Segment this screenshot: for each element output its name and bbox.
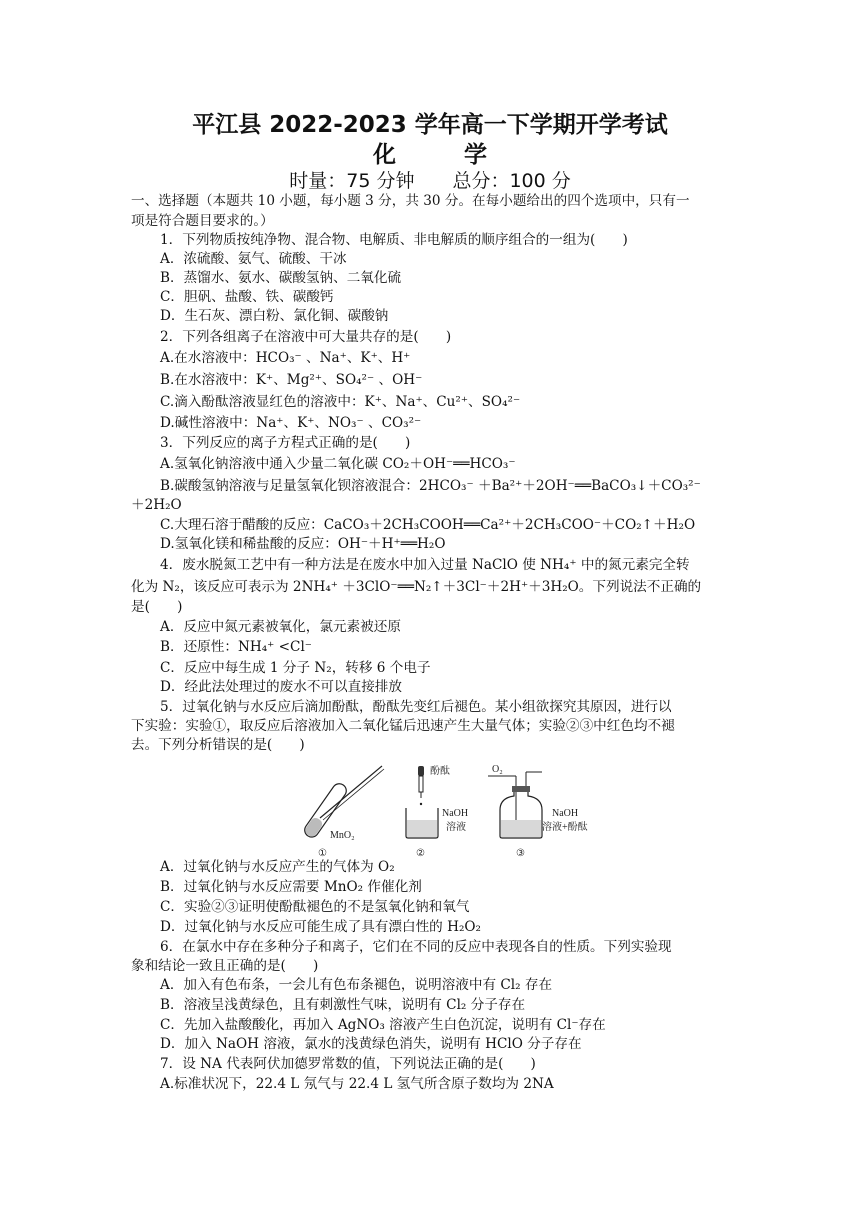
section-heading-cont: 项是符合题目要求的。） [131, 213, 274, 229]
option: D．生石灰、漂白粉、氯化铜、碳酸钠 [160, 308, 389, 324]
question-stem-cont: 是( ) [131, 599, 183, 615]
question-stem-cont: 象和结论一致且正确的是( ) [131, 958, 319, 974]
question-stem: 5．过氧化钠与水反应后滴加酚酞，酚酞先变红后褪色。某小组欲探究其原因，进行以 [160, 699, 672, 715]
option: B.碳酸氢钠溶液与足量氢氧化钡溶液混合：2HCO₃⁻ ＋Ba²⁺＋2OH⁻══BaCO₃↓＋CO₃²⁻ [160, 478, 701, 494]
option: A．反应中氮元素被氧化，氯元素被还原 [160, 619, 401, 635]
option: D．加入 NaOH 溶液，氯水的浅黄绿色消失，说明有 HClO 分子存在 [160, 1036, 582, 1052]
option: D.氢氧化镁和稀盐酸的反应：OH⁻＋H⁺══H₂O [160, 536, 446, 552]
option: C.滴入酚酞溶液显红色的溶液中：K⁺、Na⁺、Cu²⁺、SO₄²⁻ [160, 394, 521, 410]
option: C.大理石溶于醋酸的反应：CaCO₃＋2CH₃COOH══Ca²⁺＋2CH₃COO⁻＋CO₂↑＋H₂O [160, 517, 696, 533]
gas-bottle-apparatus [488, 764, 588, 859]
option: A.在水溶液中：HCO₃⁻ 、Na⁺、K⁺、H⁺ [160, 350, 411, 366]
question-stem: 3．下列反应的离子方程式正确的是( ) [160, 435, 411, 451]
label-n1: ① [318, 848, 327, 859]
label-naoh-1: NaOH [442, 808, 469, 819]
question-stem: 1．下列物质按纯净物、混合物、电解质、非电解质的顺序组合的一组为( ) [160, 232, 628, 248]
question-stem: 6．在氯水中存在多种分子和离子，它们在不同的反应中表现各自的性质。下列实验现 [160, 939, 672, 955]
label-n3: ③ [516, 848, 525, 859]
label-solution-2: 溶液+酚酞 [542, 822, 588, 833]
label-naoh-2: NaOH [552, 808, 579, 819]
label-n2: ② [416, 848, 425, 859]
option: A．浓硫酸、氨气、硫酸、干冰 [160, 251, 347, 267]
option: D.碱性溶液中：Na⁺、K⁺、NO₃⁻ 、CO₃²⁻ [160, 415, 422, 431]
option: A.氢氧化钠溶液中通入少量二氧化碳 CO₂＋OH⁻══HCO₃⁻ [160, 456, 516, 472]
label-mno2: MnO₂ [330, 830, 355, 841]
exam-title: 平江县 2022-2023 学年高一下学期开学考试 [192, 112, 668, 138]
option: A．过氧化钠与水反应产生的气体为 O₂ [160, 859, 395, 875]
question-stem: 7．设 NA 代表阿伏加德罗常数的值，下列说法正确的是( ) [160, 1056, 536, 1072]
experiment-figure [290, 760, 610, 864]
option: D．过氧化钠与水反应可能生成了具有漂白性的 H₂O₂ [160, 919, 481, 935]
question-stem-cont: 化为 N₂，该反应可表示为 2NH₄⁺ ＋3ClO⁻══N₂↑＋3Cl⁻＋2H⁺＋3H₂O。下列说法不正确的 [131, 579, 702, 595]
subject-title: 化 学 [372, 142, 517, 168]
option: B．溶液呈浅黄绿色，且有刺激性气味，说明有 Cl₂ 分子存在 [160, 997, 526, 1013]
option: D．经此法处理过的废水不可以直接排放 [160, 679, 402, 695]
option: C．实验②③证明使酚酞褪色的不是氢氧化钠和氧气 [160, 899, 470, 915]
option: C．先加入盐酸酸化，再加入 AgNO₃ 溶液产生白色沉淀，说明有 Cl⁻存在 [160, 1017, 606, 1033]
option: C．胆矾、盐酸、铁、碳酸钙 [160, 289, 334, 305]
option: B．蒸馏水、氨水、碳酸氢钠、二氧化硫 [160, 270, 402, 286]
option: B．过氧化钠与水反应需要 MnO₂ 作催化剂 [160, 879, 422, 895]
question-stem: 4．废水脱氮工艺中有一种方法是在废水中加入过量 NaClO 使 NH₄⁺ 中的氮元素完全转 [160, 557, 690, 573]
test-tube-apparatus [302, 766, 384, 859]
question-stem-cont: 下实验：实验①，取反应后溶液加入二氧化锰后迅速产生大量气体；实验②③中红色均不褪 [131, 718, 675, 734]
option: C．反应中每生成 1 分子 N₂，转移 6 个电子 [160, 660, 431, 676]
option: B．还原性：NH₄⁺ <Cl⁻ [160, 639, 312, 655]
time-info: 时量：75 分钟 总分：100 分 [289, 170, 571, 192]
question-stem: 2．下列各组离子在溶液中可大量共存的是( ) [160, 329, 452, 345]
question-stem-cont: 去。下列分析错误的是( ) [131, 737, 305, 753]
option: B.在水溶液中：K⁺、Mg²⁺、SO₄²⁻ 、OH⁻ [160, 372, 423, 388]
section-heading: 一、选择题（本题共 10 小题，每小题 3 分，共 30 分。在每小题给出的四个选项中，只有一 [131, 193, 690, 209]
option: A.标准状况下，22.4 L 氖气与 22.4 L 氢气所含原子数均为 2NA [160, 1076, 554, 1092]
label-solution-1: 溶液 [446, 822, 466, 833]
label-phenolphthalein: 酚酞 [430, 766, 450, 777]
option: A．加入有色布条，一会儿有色布条褪色，说明溶液中有 Cl₂ 存在 [160, 977, 553, 993]
beaker-apparatus [406, 764, 468, 859]
label-o2: O₂ [492, 764, 503, 775]
option-cont: ＋2H₂O [131, 497, 182, 513]
